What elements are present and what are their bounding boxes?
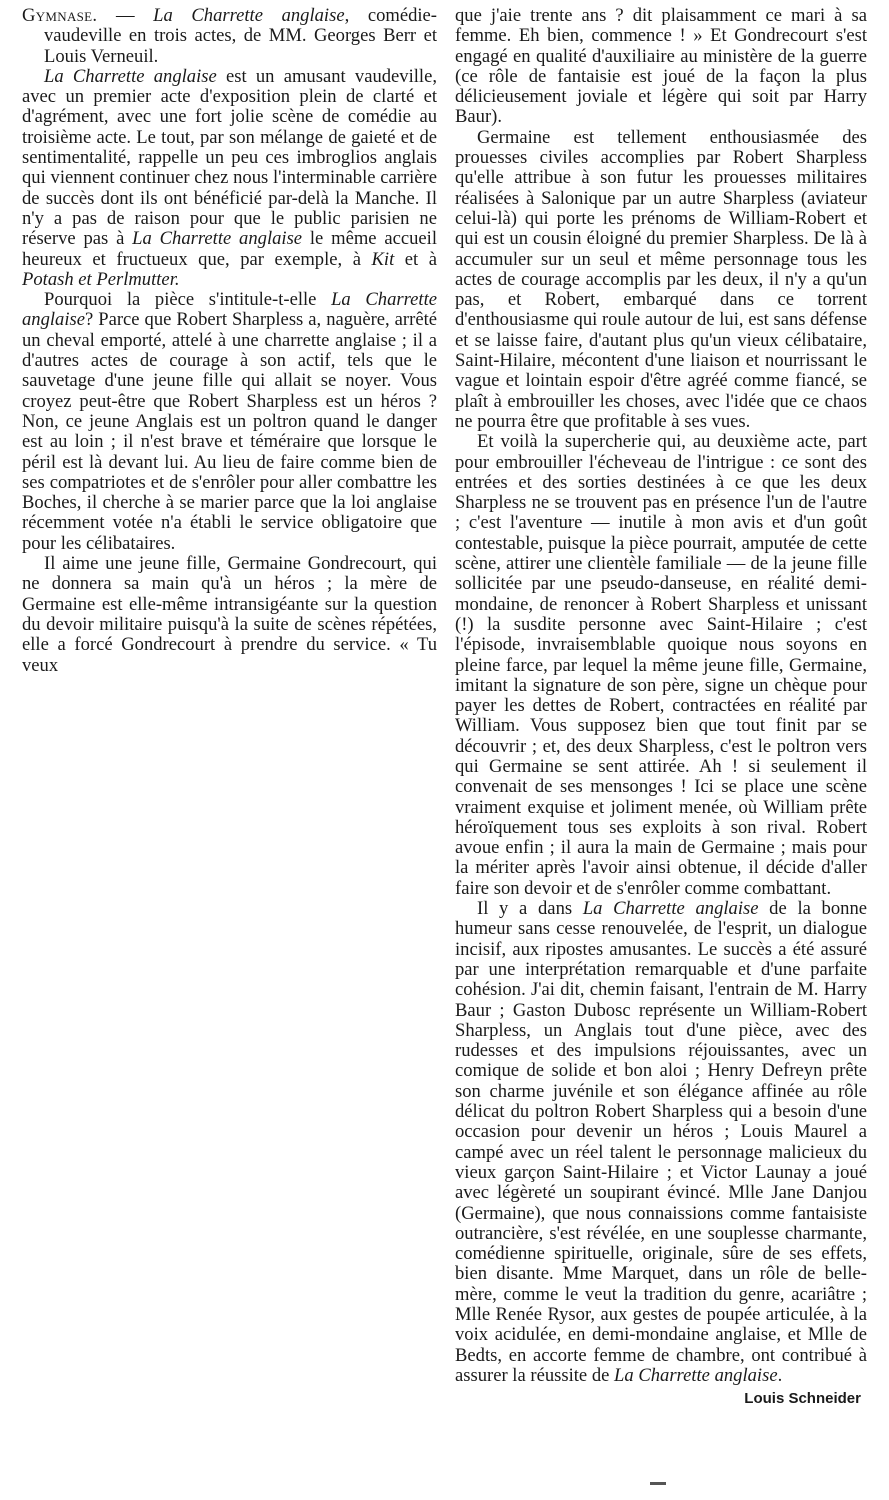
paragraph: Il y a dans La Charrette anglaise de la bonne humeur sans cesse renouvelée, de l'esprit, un dialogue incisif, aux ripostes amusantes. Le succès a été assuré par une interprétation remarquable et d'une parfaite cohésion. J'ai dit, chemin faisant, l'entrain de M. Harry Baur ; Gaston Dubosc représente un William-Robert Sharpless, un Anglais tout d'une pièce, avec des rudesses et des impulsions réjouissantes, avec un comique de solide et bon aloi ; Henry Defreyn prête son charme juvénile et son élégance affinée au rôle délicat du poltron Robert Sharpless qui a besoin d'une occasion pour devenir un héros ; Louis Maurel a campé avec un réel talent le personnage malicieux du vieux garçon Saint-Hilaire ; et Victor Launay a joué avec légèreté un soupirant évincé. Mlle Jane Danjou (Germaine), que nous connaissions comme fantaisiste outrancière, s'est révélée, en une souplesse charmante, comédienne spirituelle, originale, sûre de ses effets, bien disante. Mme Marquet, dans un rôle de belle-mère, comme le veut la tradition du genre, acariâtre ; Mlle Renée Rysor, aux gestes de poupée articulée, à la voix acidulée, en demi-mondaine anglaise, et Mlle de Bedts, en accorte femme de chambre, ont contribué à assurer la réussite de La Charrette anglaise.: [455, 898, 867, 1386]
page-divider-mark: [650, 1482, 666, 1485]
play-title: La Charrette anglaise: [153, 5, 345, 26]
paragraph: Il aime une jeune fille, Germaine Gondrecourt, qui ne donnera sa main qu'à un héros ; la mère de Germaine est elle-même intransigéante sur la question du devoir militaire puisqu'à la suite de scènes répétées, elle a forcé Gondrecourt à prendre du service. « Tu veux: [22, 553, 437, 676]
right-column: [455, 6, 867, 1407]
paragraph: Pourquoi la pièce s'intitule-t-elle La Charrette anglaise? Parce que Robert Sharpless a, naguère, arrêté un cheval emporté, attelé à une charrette anglaise ; il a d'autres actes de courage à son actif, tels que le sauvetage d'une jeune fille qui allait se noyer. Vous croyez peut-être que Robert Sharpless est un héros ? Non, ce jeune Anglais est un poltron quand le danger est au loin ; il n'est brave et téméraire que lorsque le péril est là devant lui. Au lieu de faire comme bien de ses compatriotes et de s'enrôler pour aller combattre les Boches, il cherche à se marier parce que la loi anglaise récemment votée n'a établi le service obligatoire que pour les célibataires.: [22, 289, 437, 554]
author-signature: Louis Schneider: [744, 1390, 861, 1408]
paragraph: Et voilà la supercherie qui, au deuxième acte, part pour embrouiller l'écheveau de l'intrigue : ce sont des entrées et des sorties destinées à ce que les deux Sharpless ne se trouvent pas en présence l'un de l'autre ; c'est l'aventure — inutile à mon avis et d'un goût contestable, puisque la pièce pourrait, amputée de cette scène, attirer une clientèle familiale — de la jeune fille sollicitée par une pseudo-danseuse, en réalité demi-mondaine, de renoncer à Robert Sharpless et unissant (!) la susdite personne avec Saint-Hilaire ; c'est l'épisode, invraisemblable quoique nous soyons en pleine farce, par lequel la même jeune fille, Germaine, imitant la signature de son père, signe un chèque pour payer les dettes de Robert, contractées en réalité par William. Vous supposez bien que tout finit par se découvrir ; et, des deux Sharpless, c'est le poltron vers qui Germaine se sent attirée. Ah ! si seulement il convenait de ses mensonges ! Ici se place une scène vraiment exquise et joliment menée, où William prête héroïquement tous ses exploits à son rival. Robert avoue enfin ; il aura la main de Germaine ; mais pour la mériter après l'avoir ainsi obtenue, il décide d'aller faire son devoir et de s'enrôler comme combattant.: [455, 431, 867, 899]
review-heading: Gymnase. — La Charrette anglaise, comédie-vaudeville en trois actes, de MM. Georges Berr et Louis Verneuil.: [22, 5, 437, 67]
paragraph: que j'aie trente ans ? dit plaisamment ce mari à sa femme. Eh bien, commence ! » Et Gondrecourt s'est engagé en qualité d'auxiliaire au ministère de la guerre (ce rôle de fantaisie est joué de la façon la plus délicieusement joviale et légère qui soit par Harry Baur).: [455, 5, 867, 128]
venue-name: Gymnase.: [22, 5, 98, 26]
left-column: [22, 6, 437, 676]
paragraph: La Charrette anglaise est un amusant vaudeville, avec un premier acte d'exposition plein de clarté et d'agrément, avec une fort jolie scène de comédie au troisième acte. Le tout, par son mélange de gaieté et de sentimentalité, rappelle un peu ces imbroglios anglais qui viennent continuer chez nous l'interminable carrière de succès dont ils ont bénéficié par-delà la Manche. Il n'y a pas de raison pour que le public parisien ne réserve pas à La Charrette anglaise le même accueil heureux et fructueux que, par exemple, à Kit et à Potash et Perlmutter.: [22, 65, 438, 290]
paragraph: Germaine est tellement enthousiasmée des prouesses civiles accomplies par Robert Sharpless qu'elle attribue à son futur les prouesses militaires réalisées à Salonique par un autre Sharpless (aviateur celui-là) qui porte les prénoms de William-Robert et qui est un cousin éloigné du premier Sharpless. De là à accumuler sur un seul et même personnage tous les actes de courage accomplis par les deux, il n'y a qu'un pas, et Robert, embarqué dans ce torrent d'enthousiasme qui roule autour de lui, est sans défense et se laisse faire, d'autant plus qu'un vieux célibataire, Saint-Hilaire, mécontent d'une liaison et nourrissant le vague et lointain espoir d'être agréé comme fiancé, se plaît à embrouiller les choses, avec l'idée que ce chaos ne pourra être que profitable à ses vues.: [455, 126, 867, 432]
